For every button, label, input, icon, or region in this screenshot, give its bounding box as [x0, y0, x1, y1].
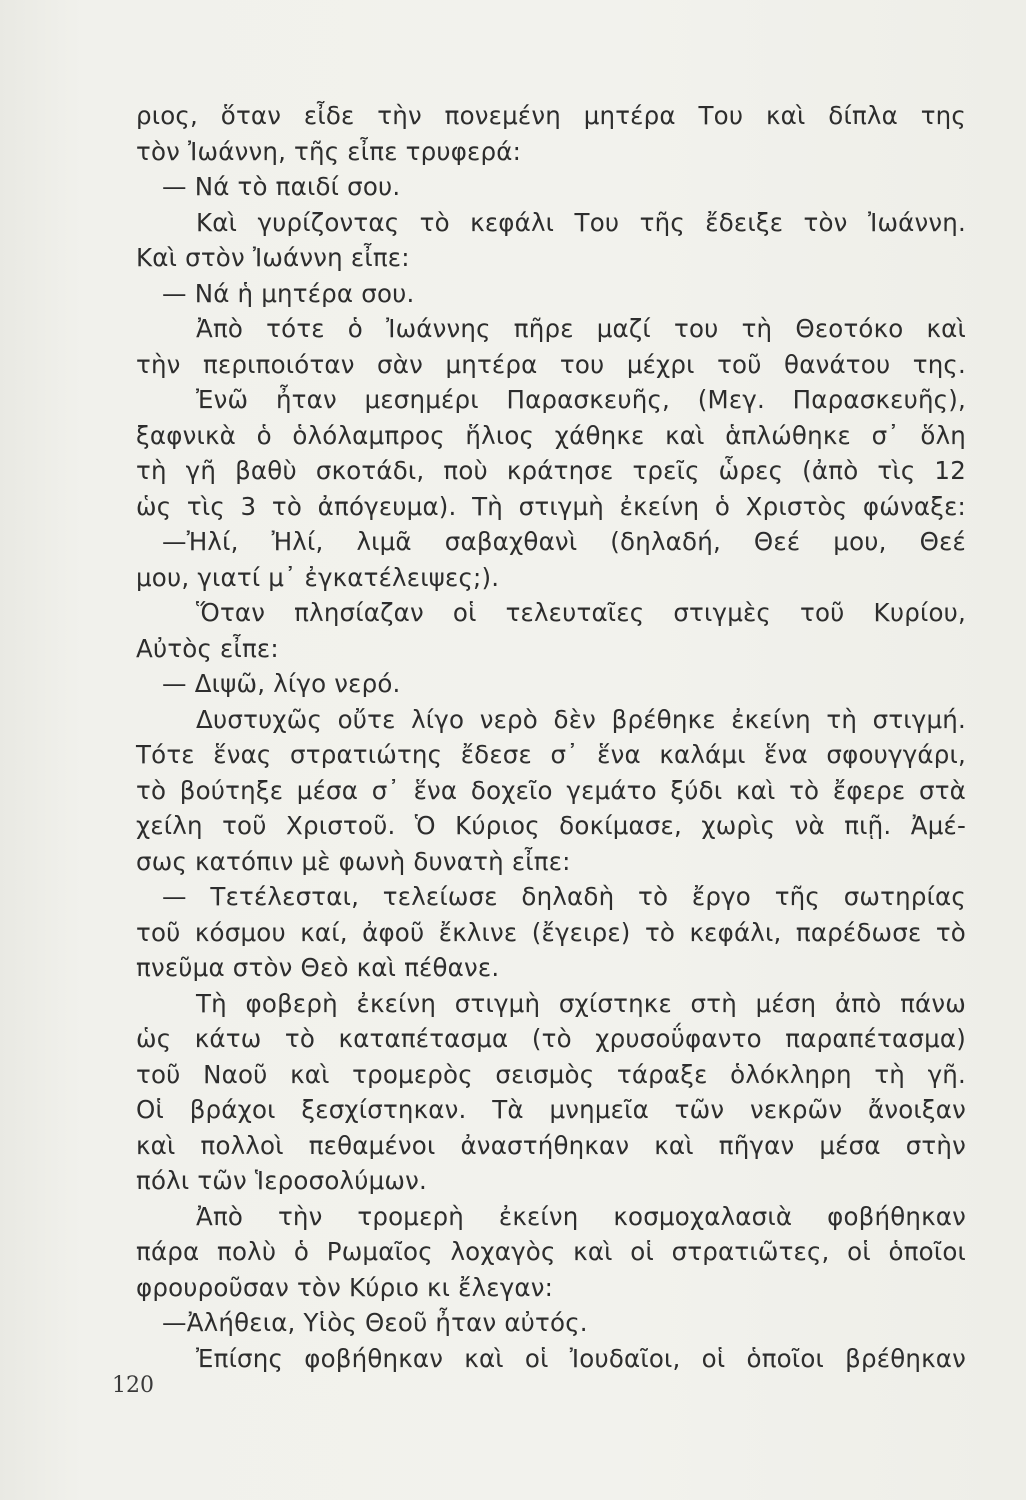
text-line: Καὶ γυρίζοντας τὸ κεφάλι Του τῆς ἔδειξε τὸν Ἰωάννη. [196, 207, 966, 237]
text-line: τὴν περιποιόταν σὰν μητέρα του μέχρι τοῦ θανάτου της. [136, 349, 966, 379]
text-line: ξαφνικὰ ὁ ὁλόλαμπρος ἥλιος χάθηκε καὶ ἁπλώθηκε σ᾽ ὅλη [136, 420, 966, 450]
text-line: Καὶ στὸν Ἰωάννη εἶπε: [136, 243, 410, 272]
text-line: μου, γιατί μ᾽ ἐγκατέλειψες;). [136, 562, 500, 592]
text-line: τοῦ Ναοῦ καὶ τρομερὸς σεισμὸς τάραξε ὁλόκληρη τὴ γῆ. [136, 1059, 966, 1089]
text-line: τοῦ κόσμου καί, ἀφοῦ ἔκλινε (ἔγειρε) τὸ κεφάλι, παρέδωσε τὸ [136, 917, 966, 947]
text-line: σως κατόπιν μὲ φωνὴ δυνατὴ εἶπε: [136, 846, 571, 876]
text-line: τὸν Ἰωάννη, τῆς εἶπε τρυφερά: [136, 136, 522, 166]
text-line: ὡς κάτω τὸ καταπέτασμα (τὸ χρυσοΰφαντο παραπέτασμα) [136, 1024, 966, 1053]
text-line: πνεῦμα στὸν Θεὸ καὶ πέθανε. [136, 953, 500, 982]
text-line: Τότε ἕνας στρατιώτης ἔδεσε σ᾽ ἕνα καλάμι ἕνα σφουγγάρι, [136, 740, 966, 769]
body-text [136, 98, 966, 1376]
text-line: Ὅταν πλησίαζαν οἱ τελευταῖες στιγμὲς τοῦ Κυρίου, [196, 598, 966, 627]
text-line: καὶ πολλοὶ πεθαμένοι ἀναστήθηκαν καὶ πῆγαν μέσα στὴν [136, 1130, 966, 1160]
text-line: Ἀπὸ τὴν τρομερὴ ἐκείνη κοσμοχαλασιὰ φοβήθηκαν [196, 1201, 966, 1231]
text-line: πάρα πολὺ ὁ Ρωμαῖος λοχαγὸς καὶ οἱ στρατιῶτες, οἱ ὁποῖοι [136, 1237, 966, 1266]
text-line: — Τετέλεσται, τελείωσε δηλαδὴ τὸ ἔργο τῆς σωτηρίας [162, 882, 966, 911]
text-line: — Διψῶ, λίγο νερό. [162, 669, 401, 698]
text-line: Αὐτὸς εἶπε: [136, 633, 279, 663]
text-line: — Νά ἡ μητέρα σου. [162, 278, 415, 308]
text-line: τὴ γῆ βαθὺ σκοτάδι, ποὺ κράτησε τρεῖς ὧρες (ἀπὸ τὶς 12 [136, 456, 966, 485]
text-line: Τὴ φοβερὴ ἐκείνη στιγμὴ σχίστηκε στὴ μέση ἀπὸ πάνω [196, 988, 966, 1018]
text-line: Δυστυχῶς οὔτε λίγο νερὸ δὲν βρέθηκε ἐκείνη τὴ στιγμή. [196, 704, 966, 734]
text-line: Ἐνῶ ἦταν μεσημέρι Παρασκευῆς, (Μεγ. Παρασκευῆς), [196, 385, 966, 414]
text-line: Ἐπίσης φοβήθηκαν καὶ οἱ Ἰουδαῖοι, οἱ ὁποῖοι βρέθηκαν [196, 1343, 966, 1373]
text-line: —Ἀλήθεια, Υἱὸς Θεοῦ ἦταν αὐτός. [162, 1308, 588, 1337]
text-line: τὸ βούτηξε μέσα σ᾽ ἕνα δοχεῖο γεμάτο ξύδι καὶ τὸ ἔφερε στὰ [136, 775, 966, 805]
text-line: πόλι τῶν Ἱεροσολύμων. [136, 1166, 427, 1195]
page-number: 120 [112, 1373, 154, 1398]
text-line: φρουροῦσαν τὸν Κύριο κι ἔλεγαν: [136, 1272, 554, 1302]
text-line: —Ἠλί, Ἠλί, λιμᾶ σαβαχθανὶ (δηλαδή, Θεέ μου, Θεέ [162, 527, 966, 556]
text-line: Οἱ βράχοι ξεσχίστηκαν. Τὰ μνημεῖα τῶν νεκρῶν ἄνοιξαν [136, 1095, 966, 1124]
text-line: χείλη τοῦ Χριστοῦ. Ὁ Κύριος δοκίμασε, χωρὶς νὰ πιῇ. Ἀμέ- [136, 811, 966, 840]
text-line: ὡς τὶς 3 τὸ ἀπόγευμα). Τὴ στιγμὴ ἐκείνη ὁ Χριστὸς φώναξε: [136, 491, 966, 521]
text-line: Ἀπὸ τότε ὁ Ἰωάννης πῆρε μαζί του τὴ Θεοτόκο καὶ [196, 314, 966, 343]
text-line: ριος, ὅταν εἶδε τὴν πονεμένη μητέρα Του καὶ δίπλα της [136, 101, 966, 130]
text-line: — Νά τὸ παιδί σου. [162, 172, 401, 201]
